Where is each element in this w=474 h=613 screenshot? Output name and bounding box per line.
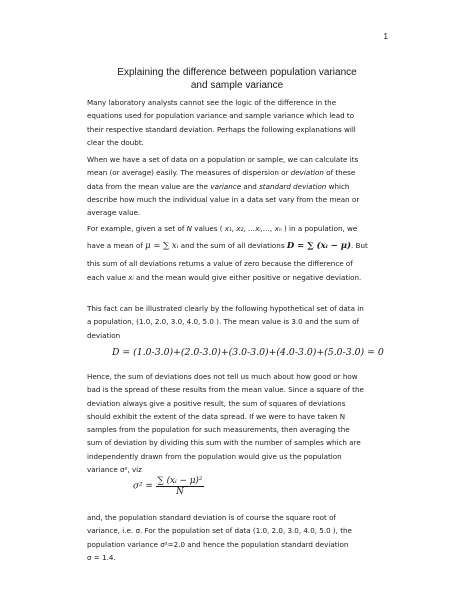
text-line: [87, 166, 387, 179]
title-line-2: and sample variance: [190, 80, 284, 91]
page-number: 1: [383, 32, 388, 41]
text-span: and: [241, 181, 260, 191]
population-variance-formula: [133, 476, 204, 497]
text-line: describe how much the individual value in a data set vary from the mean or: [87, 194, 360, 204]
text-line: should exhibit the extent of the data spread. If we were to have taken N: [87, 411, 346, 421]
mean-equation: μ = ∑ xᵢ: [145, 241, 179, 252]
text-line: [87, 222, 387, 235]
fraction-denominator: N: [176, 487, 184, 497]
text-span: mean (or average) easily. The measures of dispersion or: [87, 168, 291, 178]
text-line: deviation always give a positive result, the sum of squares of deviations: [87, 398, 346, 408]
term-standard-deviation: standard deviation: [259, 181, 327, 191]
conclusion-paragraph: [87, 511, 387, 564]
text-line: [87, 235, 387, 257]
text-line: [87, 180, 387, 193]
value-list: x₁, x₂, …xᵢ,…, xₙ: [224, 224, 282, 233]
text-span: each value: [87, 272, 129, 282]
text-line: Hence, the sum of deviations does not tell us much about how good or how: [87, 372, 358, 381]
text-line: their respective standard deviation. Perhaps the following explanations will: [87, 124, 356, 134]
text-span: data from the mean value are the: [87, 181, 211, 191]
reasoning-paragraph: [87, 370, 387, 476]
text-span: of these: [323, 168, 356, 178]
title-line-1: Explaining the difference between population variance: [117, 67, 357, 78]
deviation-sum-equation: D = ∑ (xᵢ − μ): [286, 241, 352, 252]
fraction-numerator: ∑ (xᵢ − μ)²: [157, 476, 203, 486]
text-line: this sum of all deviations returns a value of zero because the difference of: [87, 259, 353, 269]
text-span: and the mean would give either positive or negative deviation.: [133, 272, 362, 282]
text-line: deviation: [87, 330, 121, 340]
text-span: and the sum of all deviations: [178, 241, 287, 251]
text-line: a population, (1.0, 2.0, 3.0, 4.0, 5.0 ). The mean value is 3.0 and the sum of: [87, 317, 359, 327]
text-line: independently drawn from the population would give us the population: [87, 451, 342, 461]
term-variance: variance: [210, 181, 242, 191]
text-span: . But: [351, 241, 368, 251]
text-line: sum of deviation by dividing this sum with the number of samples which are: [87, 438, 361, 448]
text-span: which: [326, 181, 350, 191]
text-span: have a mean of: [87, 241, 146, 251]
definitions-paragraph: [87, 153, 387, 219]
symbol-xi: xᵢ: [128, 272, 134, 282]
text-line: [87, 271, 387, 284]
deviation-sum-example: D = (1.0-3.0)+(2.0-3.0)+(3.0-3.0)+(4.0-3.0)+(5.0-3.0) = 0: [112, 347, 384, 358]
variance-fraction: [156, 476, 205, 497]
text-line: This fact can be illustrated clearly by the following hypothetical set of data in: [87, 304, 364, 313]
text-line: variance, i.e. σ. For the population set of data (1.0, 2.0, 3.0, 4.0, 5.0 ), the: [87, 526, 352, 536]
term-deviation: deviation: [290, 168, 324, 178]
text-line: σ = 1.4.: [87, 552, 116, 562]
document-title: [60, 66, 414, 92]
example-paragraph: [87, 222, 387, 284]
sigma-squared-lhs: σ² =: [133, 481, 153, 492]
text-span: values (: [191, 224, 225, 233]
illustration-paragraph: [87, 302, 387, 342]
text-line: equations used for population variance and sample variance which lead to: [87, 111, 355, 121]
text-line: and, the population standard deviation is of course the square root of: [87, 513, 336, 522]
intro-paragraph: [87, 96, 387, 149]
text-line: Many laboratory analysts cannot see the logic of the difference in the: [87, 98, 337, 107]
text-line: When we have a set of data on a population or sample, we can calculate its: [87, 155, 359, 164]
text-line: samples from the population for such measurements, then averaging the: [87, 425, 350, 435]
text-span: For example, given a set of: [87, 224, 187, 233]
text-line: bad is the spread of these results from the mean value. Since a square of the: [87, 385, 364, 395]
text-span: ) in a population, we: [281, 224, 358, 233]
text-line: variance σ², viz: [87, 465, 142, 475]
text-line: average value.: [87, 208, 141, 218]
text-line: population variance σ²=2.0 and hence the population standard deviation: [87, 539, 349, 549]
text-line: clear the doubt.: [87, 137, 144, 147]
symbol-N: N: [186, 224, 192, 233]
